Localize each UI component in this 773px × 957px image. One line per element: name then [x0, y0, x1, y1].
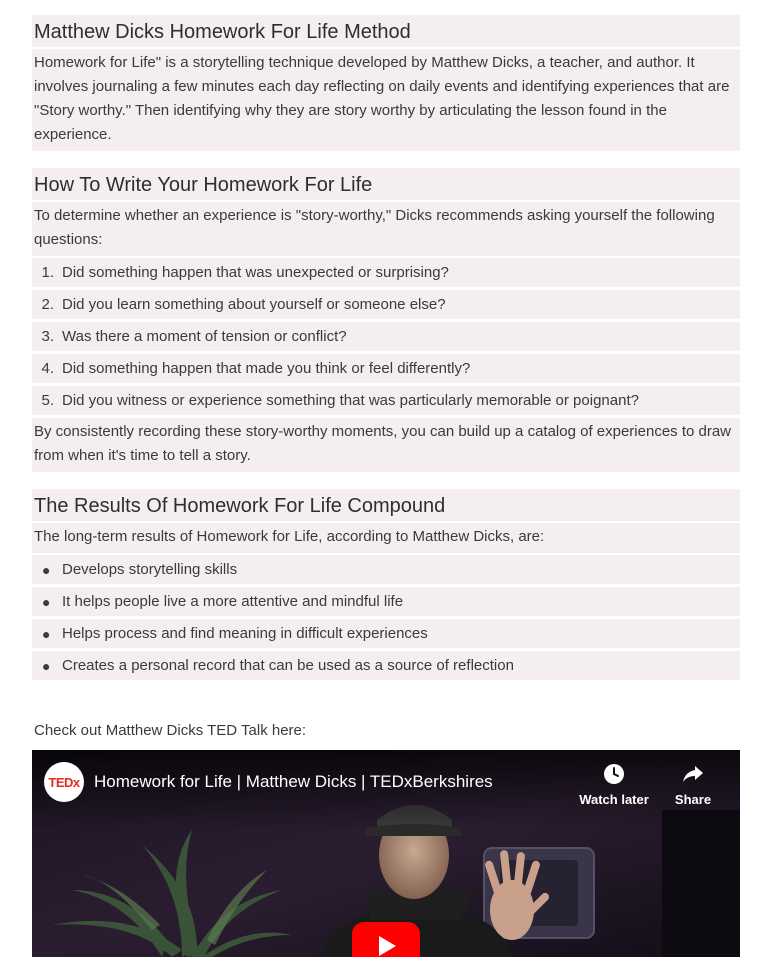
- list-number: 5.: [41, 392, 54, 409]
- bullet-icon: ●: [42, 594, 51, 610]
- section-title: How To Write Your Homework For Life: [32, 168, 740, 200]
- video-title[interactable]: Homework for Life | Matthew Dicks | TEDxBerkshires: [94, 772, 493, 791]
- list-item: [32, 651, 740, 680]
- list-item: [32, 386, 740, 415]
- list-item-text: Did something happen that made you think or feel differently?: [62, 360, 471, 377]
- share-arrow-icon: [681, 762, 705, 786]
- list-number: 1.: [41, 264, 54, 281]
- section-intro-block: [32, 523, 740, 553]
- list-item: [32, 587, 740, 616]
- list-item-text: Was there a moment of tension or conflict?: [62, 328, 347, 345]
- list-item: [32, 555, 740, 584]
- list-item: [32, 354, 740, 383]
- section-title: The Results Of Homework For Life Compound: [32, 489, 740, 521]
- list-item: [32, 322, 740, 351]
- list-item-text: Creates a personal record that can be used as a source of reflection: [62, 657, 514, 674]
- list-item-text: It helps people live a more attentive and mindful life: [62, 593, 404, 610]
- bullet-icon: ●: [42, 626, 51, 642]
- section-outro-block: [32, 418, 740, 472]
- list-item: [32, 258, 740, 287]
- list-item-text: Did something happen that was unexpected or surprising?: [62, 264, 449, 281]
- section-paragraph-block: [32, 49, 740, 151]
- list-item-text: Helps process and find meaning in difficult experiences: [62, 625, 428, 642]
- section-intro: To determine whether an experience is "story-worthy," Dicks recommends asking yourself the following questions:: [34, 207, 715, 248]
- list-item-text: Did you learn something about yourself or someone else?: [62, 296, 446, 313]
- bullet-icon: ●: [42, 658, 51, 674]
- section-paragraph: Homework for Life" is a storytelling technique developed by Matthew Dicks, a teacher, and author. It involves journaling a few minutes each day reflecting on daily events and identifying experiences that are "Story worthy." Then identifying why they are story worthy by articulating the lesson found in the experience.: [34, 54, 730, 143]
- share-label: Share: [674, 792, 712, 807]
- ted-talk-cta: Check out Matthew Dicks TED Talk here:: [34, 722, 307, 739]
- list-number: 4.: [41, 360, 54, 377]
- watch-later-label: Watch later: [579, 792, 649, 807]
- section-outro: By consistently recording these story-worthy moments, you can build up a catalog of experiences to draw from when it's time to tell a story.: [34, 423, 732, 464]
- youtube-embed[interactable]: [32, 750, 740, 957]
- list-number: 2.: [41, 296, 54, 313]
- channel-avatar[interactable]: [44, 762, 84, 802]
- clock-icon: [602, 762, 626, 786]
- section-title: Matthew Dicks Homework For Life Method: [32, 15, 740, 47]
- section-intro: The long-term results of Homework for Life, according to Matthew Dicks, are:: [34, 528, 545, 545]
- tedx-logo: TEDx: [48, 774, 80, 790]
- list-item-text: Did you witness or experience something that was particularly memorable or poignant?: [62, 392, 639, 409]
- list-item: [32, 619, 740, 648]
- list-item: [32, 290, 740, 319]
- list-item-text: Develops storytelling skills: [62, 561, 238, 578]
- bullet-icon: ●: [42, 562, 51, 578]
- section-intro-block: [32, 202, 740, 256]
- list-number: 3.: [41, 328, 54, 345]
- share-button[interactable]: [668, 762, 718, 807]
- watch-later-button[interactable]: [578, 762, 650, 807]
